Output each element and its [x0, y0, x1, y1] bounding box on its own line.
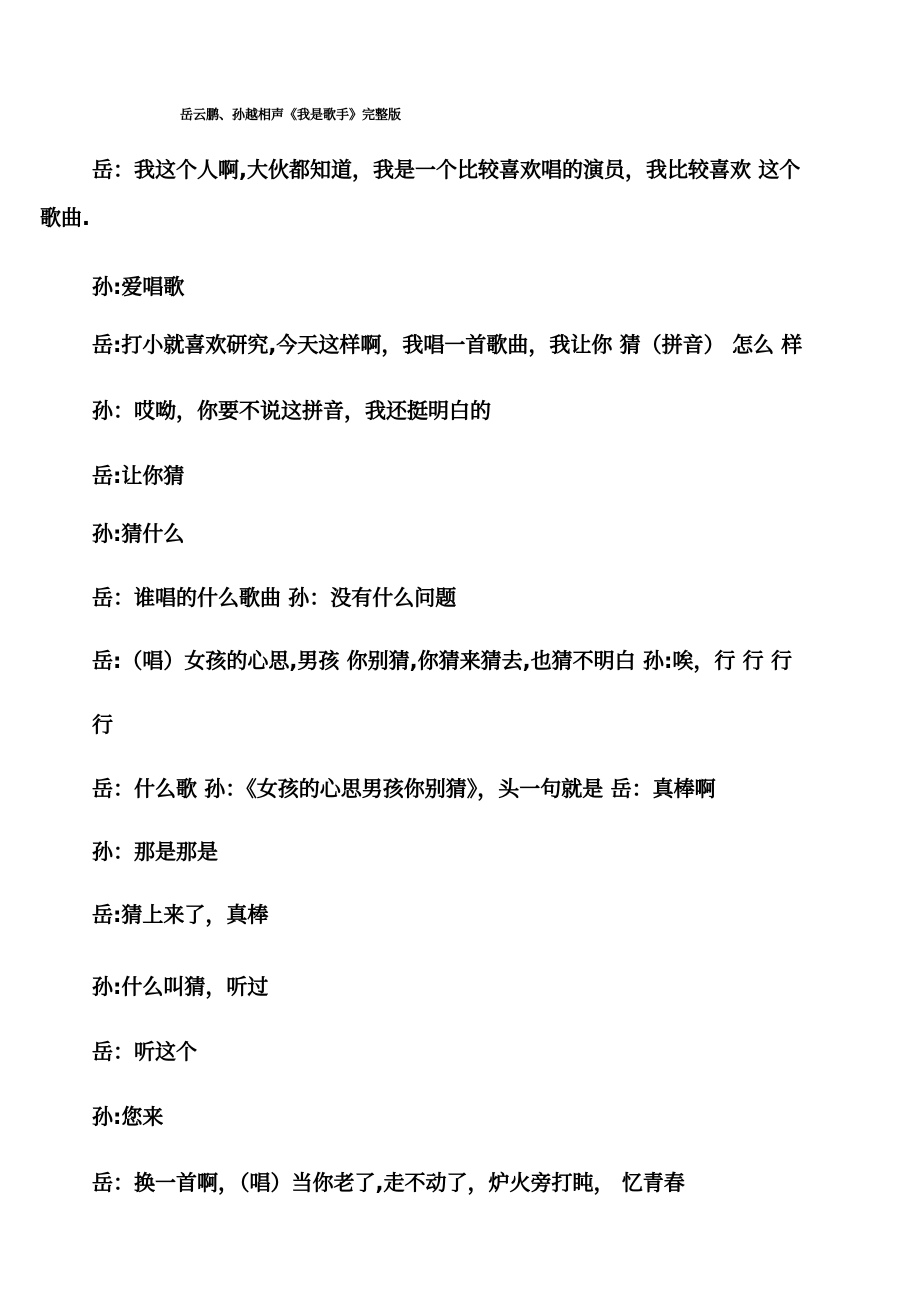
dialogue-line: 岳:猜上来了，真棒 — [92, 903, 269, 927]
dialogue-line: 孙:您来 — [92, 1105, 164, 1129]
dialogue-line: 孙：那是那是 — [92, 840, 218, 864]
dialogue-line: 岳：我这个人啊,大伙都知道，我是一个比较喜欢唱的演员，我比较喜欢 这个 — [92, 158, 801, 182]
dialogue-line: 岳:（唱）女孩的心思,男孩 你别猜,你猜来猜去,也猜不明白 孙:唉，行 行 行 — [92, 649, 792, 673]
dialogue-line: 岳：谁唱的什么歌曲 孙：没有什么问题 — [92, 586, 457, 610]
dialogue-line: 岳：听这个 — [92, 1040, 197, 1064]
dialogue-line: 歌曲. — [40, 206, 90, 230]
dialogue-line: 孙:爱唱歌 — [92, 275, 185, 299]
dialogue-line: 孙:什么叫猜，听过 — [92, 975, 269, 999]
dialogue-line: 岳:让你猜 — [92, 464, 185, 488]
dialogue-line: 孙：哎呦，你要不说这拼音，我还挺明白的 — [92, 399, 491, 423]
dialogue-line: 岳：换一首啊，（唱）当你老了,走不动了，炉火旁打盹， 忆青春 — [92, 1171, 685, 1195]
dialogue-line: 行 — [92, 713, 113, 737]
document-title: 岳云鹏、孙越相声《我是歌手》完整版 — [180, 108, 402, 123]
dialogue-line: 岳：什么歌 孙：《女孩的心思男孩你别猜》，头一句就是 岳：真棒啊 — [92, 777, 716, 801]
dialogue-line: 岳:打小就喜欢研究,今天这样啊，我唱一首歌曲，我让你 猜（拼音） 怎么 样 — [92, 333, 803, 357]
dialogue-line: 孙:猜什么 — [92, 522, 185, 546]
